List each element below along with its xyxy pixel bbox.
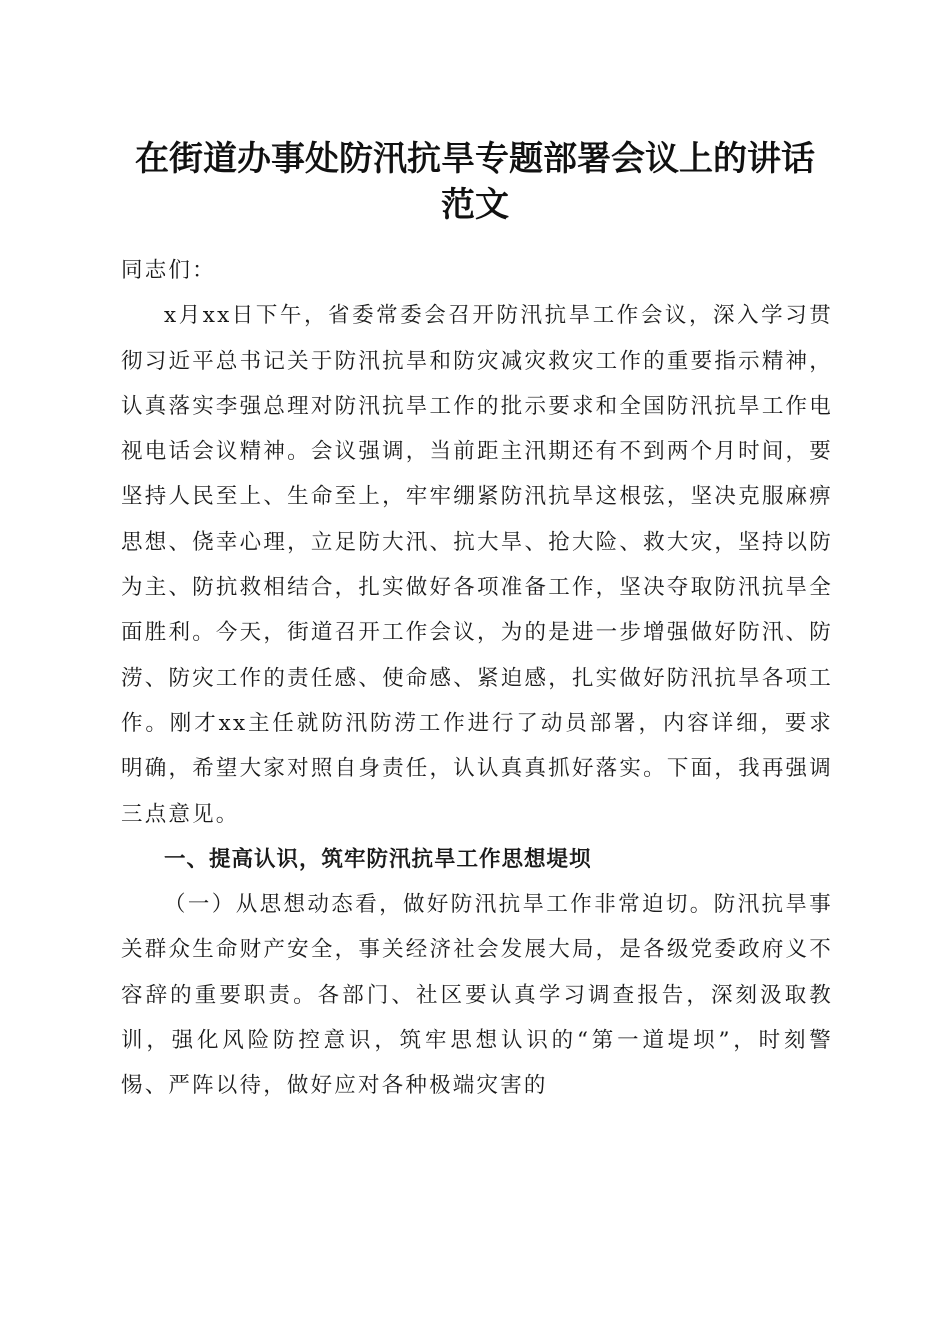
title-line-1: 在街道办事处防汛抗旱专题部署会议上的讲话	[135, 139, 815, 179]
section-heading-1: 一、提高认识，筑牢防汛抗旱工作思想堤坝	[164, 846, 592, 872]
paragraph-1: x月xx日下午，省委常委会召开防汛抗旱工作会议，深入学习贯彻习近平总书记关于防汛抗旱和防灾减灾救灾工作的重要指示精神，认真落实李强总理对防汛抗旱工作的批示要求和全国防汛抗旱工作电视电话会议精神。会议强调，当前距主汛期还有不到两个月时间，要坚持人民至上、生命至上，牢牢绷紧防汛抗旱这根弦，坚决克服麻痹思想、侥幸心理，立足防大汛、抗大旱、抢大险、救大灾，坚持以防为主、防抗救相结合，扎实做好各项准备工作，坚决夺取防汛抗旱全面胜利。今天，街道召开工作会议，为的是进一步增强做好防汛、防涝、防灾工作的责任感、使命感、紧迫感，扎实做好防汛抗旱各项工作。刚才xx主任就防汛防涝工作进行了动员部署，内容详细，要求明确，希望大家对照自身责任，认认真真抓好落实。下面，我再强调三点意见。	[121, 303, 833, 827]
salutation: 同志们：	[121, 258, 216, 283]
document-title	[100, 136, 850, 228]
document-body	[121, 248, 833, 1109]
paragraph-2: （一）从思想动态看，做好防汛抗旱工作非常迫切。防汛抗旱事关群众生命财产安全，事关经济社会发展大局，是各级党委政府义不容辞的重要职责。各部门、社区要认真学习调查报告，深刻汲取教训，强化风险防控意识，筑牢思想认识的“第一道堤坝”，时刻警惕、严阵以待，做好应对各种极端灾害的	[121, 892, 833, 1099]
title-line-2: 范文	[441, 185, 509, 225]
